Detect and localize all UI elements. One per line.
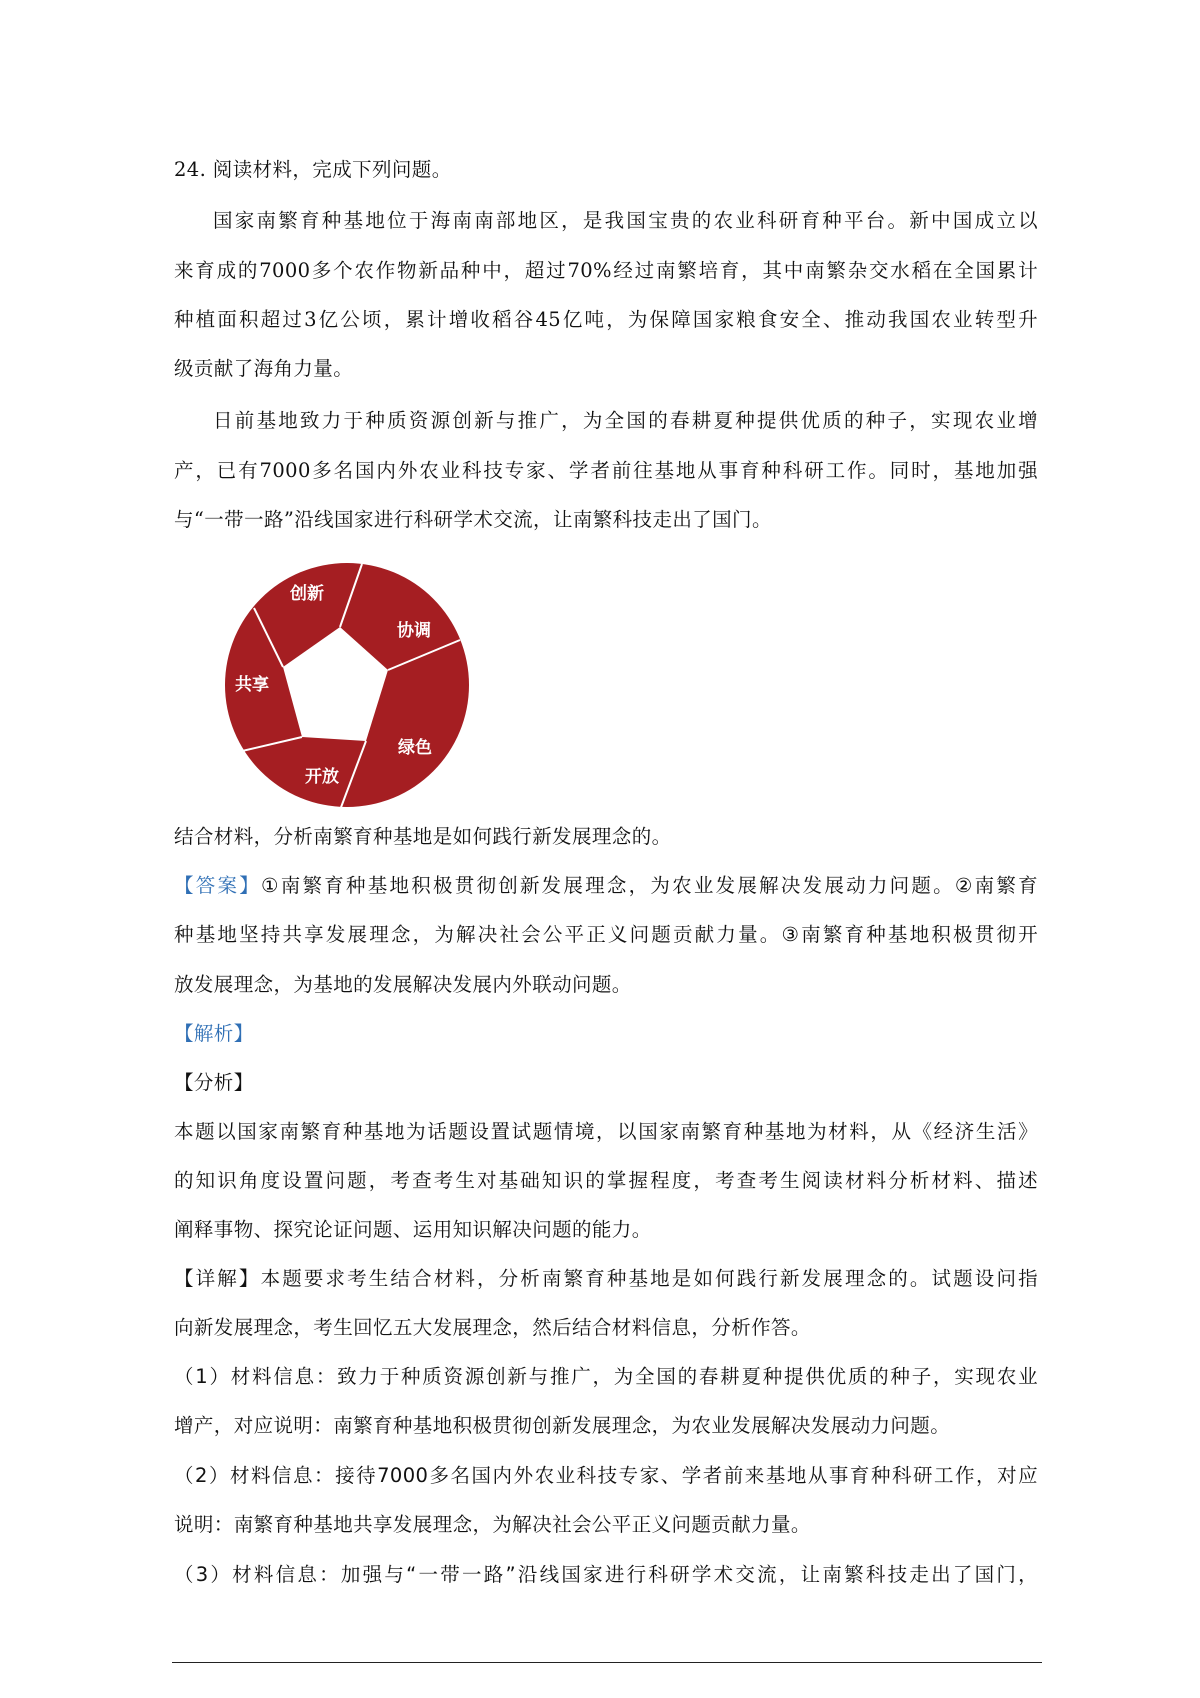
material-p1-line-4: 级贡献了海角力量。 <box>174 357 354 380</box>
answer-line-2: 种基地坚持共享发展理念，为解决社会公平正义问题贡献力量。③南繁育种基地积极贯彻开 <box>174 923 1038 946</box>
concept-ring-svg <box>222 560 472 810</box>
question-prompt: 结合材料，分析南繁育种基地是如何践行新发展理念的。 <box>174 825 672 848</box>
fenxi-line-2: 的知识角度设置问题，考查考生对基础知识的掌握程度，考查考生阅读材料分析材料、描述 <box>174 1169 1038 1192</box>
item-1-line-2: 增产，对应说明：南繁育种基地积极贯彻创新发展理念，为农业发展解决发展动力问题。 <box>174 1414 951 1437</box>
material-p1-line-3: 种植面积超过3亿公顷，累计增收稻谷45亿吨，为保障国家粮食安全、推动我国农业转型升 <box>174 308 1038 331</box>
analysis-label: 【解析】 <box>174 1022 254 1045</box>
question-title: 24. 阅读材料，完成下列问题。 <box>174 158 452 181</box>
detail-line-2: 向新发展理念，考生回忆五大发展理念，然后结合材料信息，分析作答。 <box>174 1316 811 1339</box>
fenxi-line-3: 阐释事物、探究论证问题、运用知识解决问题的能力。 <box>174 1218 652 1241</box>
material-p1-line-1: 国家南繁育种基地位于海南南部地区，是我国宝贵的农业科研育种平台。新中国成立以 <box>213 209 1038 232</box>
answer-line-3: 放发展理念，为基地的发展解决发展内外联动问题。 <box>174 973 632 996</box>
material-p2-line-3: 与“一带一路”沿线国家进行科研学术交流，让南繁科技走出了国门。 <box>174 508 772 531</box>
item-1-line-1: （1）材料信息：致力于种质资源创新与推广，为全国的春耕夏种提供优质的种子，实现农业 <box>174 1365 1038 1388</box>
item-2-line-2: 说明：南繁育种基地共享发展理念，为解决社会公平正义问题贡献力量。 <box>174 1513 811 1536</box>
item-2-line-1: （2）材料信息：接待7000多名国内外农业科技专家、学者前来基地从事育种科研工作，对应 <box>174 1464 1038 1487</box>
material-p2-line-1: 日前基地致力于种质资源创新与推广，为全国的春耕夏种提供优质的种子，实现农业增 <box>213 409 1038 432</box>
new-development-concepts-diagram <box>222 560 472 810</box>
segment-label-innovation: 创新 <box>290 584 324 604</box>
segment-label-openness: 开放 <box>305 767 339 787</box>
material-p2-line-2: 产，已有7000多名国内外农业科技专家、学者前往基地从事育种科研工作。同时，基地加强 <box>174 459 1038 482</box>
fenxi-line-1: 本题以国家南繁育种基地为话题设置试题情境，以国家南繁育种基地为材料，从《经济生活》 <box>174 1120 1038 1143</box>
answer-line-1: 【答案】①南繁育种基地积极贯彻创新发展理念，为农业发展解决发展动力问题。②南繁育 <box>174 874 1038 897</box>
segment-label-green: 绿色 <box>398 738 432 758</box>
detail-line-1: 【详解】本题要求考生结合材料，分析南繁育种基地是如何践行新发展理念的。试题设问指 <box>174 1267 1038 1290</box>
segment-label-coordination: 协调 <box>397 621 431 641</box>
detail-label: 【详解】 <box>174 1267 261 1290</box>
footer-rule <box>172 1662 1042 1663</box>
segment-label-sharing: 共享 <box>235 675 269 695</box>
item-3-line-1: （3）材料信息：加强与“一带一路”沿线国家进行科研学术交流，让南繁科技走出了国门， <box>174 1563 1038 1586</box>
answer-label: 【答案】 <box>174 874 261 897</box>
material-p1-line-2: 来育成的7000多个农作物新品种中，超过70%经过南繁培育，其中南繁杂交水稻在全国累计 <box>174 259 1038 282</box>
fenxi-label: 【分析】 <box>174 1071 254 1094</box>
